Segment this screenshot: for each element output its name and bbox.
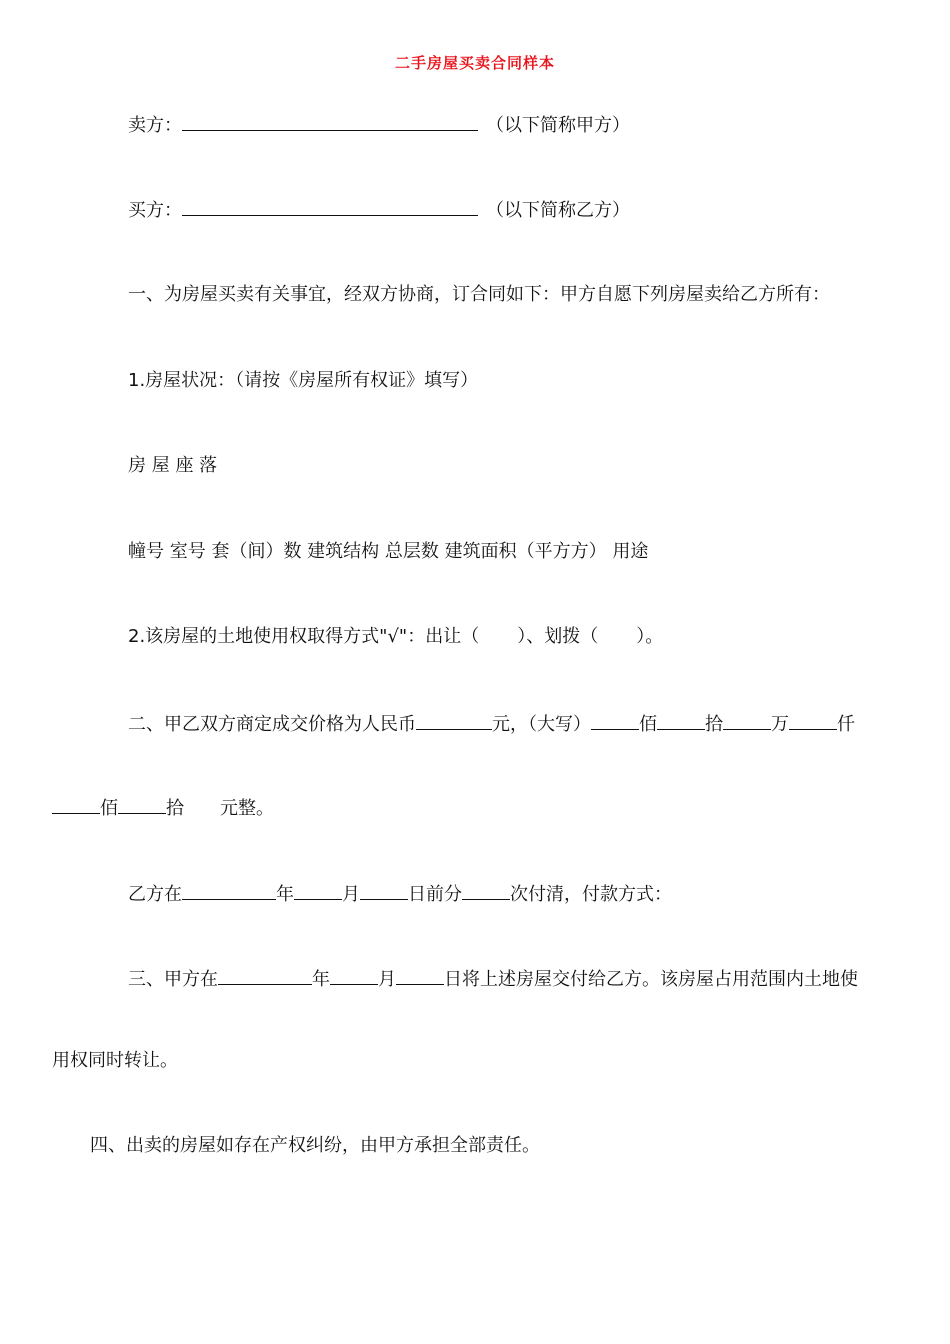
item-two-land-rights (128, 624, 663, 650)
price-bai-blank[interactable] (591, 710, 639, 730)
payment-month-blank[interactable] (294, 880, 342, 900)
clause-three-line-2: 用权同时转让。 (52, 1050, 178, 1071)
price-amount-blank[interactable] (416, 710, 492, 730)
clause-two-line-1 (128, 710, 855, 738)
price-bai-label: 佰 (639, 714, 657, 735)
delivery-prefix: 三、甲方在 (128, 969, 218, 990)
delivery-day-blank[interactable] (396, 965, 444, 985)
seller-alias: （以下简称甲方） (486, 115, 630, 136)
payment-month-label: 月 (342, 884, 360, 905)
delivery-month-label: 月 (378, 969, 396, 990)
payment-year-blank[interactable] (182, 880, 276, 900)
buyer-name-blank[interactable] (182, 196, 478, 216)
price-prefix: 二、甲乙双方商定成交价格为人民币 (128, 714, 416, 735)
price-wan-label: 万 (771, 714, 789, 735)
payment-count-blank[interactable] (462, 880, 510, 900)
delivery-year-blank[interactable] (218, 965, 312, 985)
delivery-text: 日将上述房屋交付给乙方。该房屋占用范围内土地使 (444, 969, 858, 990)
payment-line (128, 880, 672, 908)
price-qian-blank[interactable] (789, 710, 837, 730)
seller-name-blank[interactable] (182, 111, 478, 131)
price-qian-label: 仟 (837, 714, 855, 735)
payment-day-label: 日前分 (408, 884, 462, 905)
price-shi-label: 拾 (705, 714, 723, 735)
buyer-alias: （以下简称乙方） (486, 200, 630, 221)
price-wan-blank[interactable] (723, 710, 771, 730)
item-one-house-status: 1.房屋状况：（请按《房屋所有权证》填写） (128, 370, 479, 391)
price-shi2-blank[interactable] (118, 794, 166, 814)
buyer-line (128, 196, 630, 224)
land-rights-suffix: ）。 (636, 626, 664, 647)
land-rights-middle: ）、划拨（ (517, 626, 599, 647)
price-shi-blank[interactable] (657, 710, 705, 730)
house-location-label: 房 屋 座 落 (128, 455, 218, 476)
price-bai2-blank[interactable] (52, 794, 100, 814)
clause-one: 一、为房屋买卖有关事宜，经双方协商，订合同如下：甲方自愿下列房屋卖给乙方所有： (128, 284, 830, 305)
price-yuan-label: 元，（大写） (492, 714, 591, 735)
clause-two-line-2 (52, 794, 274, 822)
payment-prefix: 乙方在 (128, 884, 182, 905)
house-columns-row: 幢号 室号 套（间）数 建筑结构 总层数 建筑面积（平方方） 用途 (128, 541, 649, 562)
land-rights-prefix: 2.该房屋的土地使用权取得方式"√"：出让（ (128, 626, 480, 647)
buyer-label: 买方： (128, 200, 182, 221)
price-shi2-label: 拾 (166, 798, 184, 819)
payment-method-label: 次付清，付款方式： (510, 884, 672, 905)
delivery-year-label: 年 (312, 969, 330, 990)
document-title: 二手房屋买卖合同样本 (394, 54, 555, 72)
clause-three-line-1 (128, 965, 858, 993)
payment-day-blank[interactable] (360, 880, 408, 900)
seller-line (128, 111, 630, 139)
seller-label: 卖方： (128, 115, 182, 136)
price-bai2-label: 佰 (100, 798, 118, 819)
clause-four: 四、出卖的房屋如存在产权纠纷，由甲方承担全部责任。 (90, 1135, 540, 1156)
payment-year-label: 年 (276, 884, 294, 905)
delivery-month-blank[interactable] (330, 965, 378, 985)
price-yuan-whole-label: 元整。 (220, 798, 274, 819)
